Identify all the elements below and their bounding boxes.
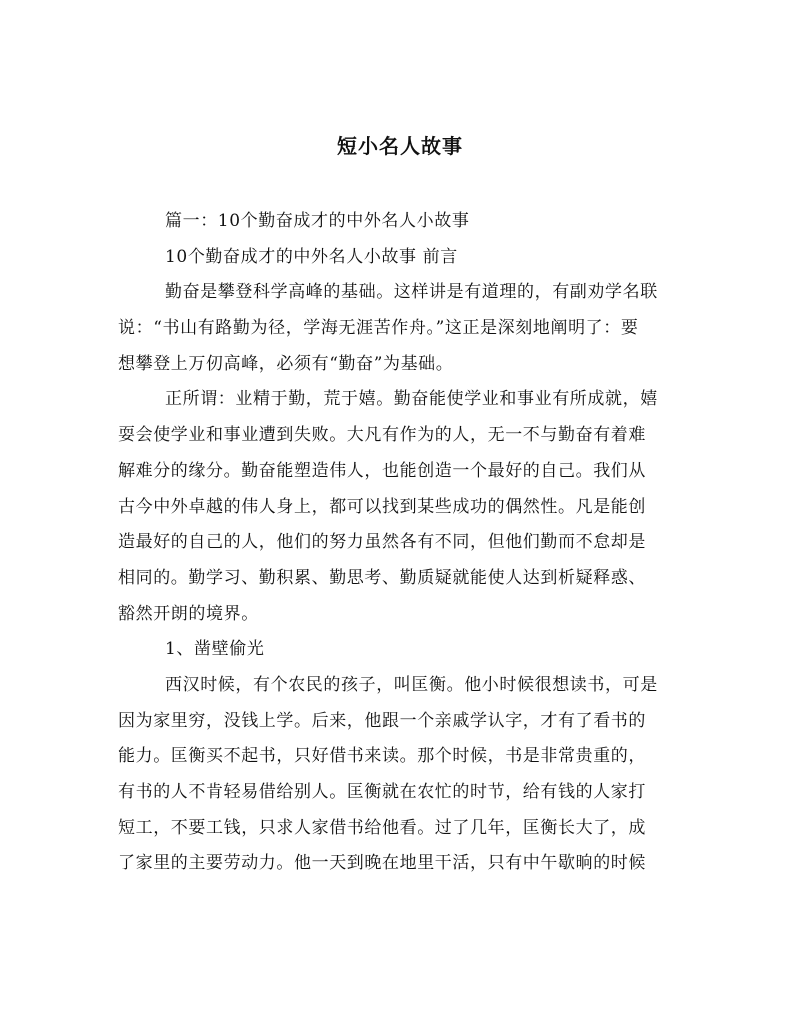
text-line: 勤奋是攀登科学高峰的基础。这样讲是有道理的，有副劝学名联 xyxy=(165,282,658,303)
text-line: 了家里的主要劳动力。他一天到晚在地里干活，只有中午歇晌的时候 xyxy=(118,853,646,874)
text-line: 耍会使学业和事业遭到失败。大凡有作为的人，无一不与勤奋有着难 xyxy=(118,425,646,446)
text-line: 短工，不要工钱，只求人家借书给他看。过了几年，匡衡长大了，成 xyxy=(118,817,646,838)
text-line: 因为家里穷，没钱上学。后来，他跟一个亲戚学认字，才有了看书的 xyxy=(118,710,646,731)
section-heading: 1、凿壁偷光 xyxy=(165,639,265,660)
text-line: 10个勤奋成才的中外名人小故事 前言 xyxy=(165,246,458,267)
page-title: 短小名人故事 xyxy=(337,134,463,158)
document-body xyxy=(118,204,678,882)
text-line: 相同的。勤学习、勤积累、勤思考、勤质疑就能使人达到析疑释惑、 xyxy=(118,567,646,588)
text-line: 古今中外卓越的伟人身上，都可以找到某些成功的偶然性。凡是能创 xyxy=(118,496,646,517)
text-line: 豁然开朗的境界。 xyxy=(118,603,259,624)
text-line: 西汉时候，有个农民的孩子，叫匡衡。他小时候很想读书，可是 xyxy=(165,674,658,695)
text-line: 能力。匡衡买不起书，只好借书来读。那个时候，书是非常贵重的， xyxy=(118,746,646,767)
text-line: 想攀登上万仞高峰，必须有“勤奋”为基础。 xyxy=(118,353,454,374)
text-line: 造最好的自己的人，他们的努力虽然各有不同，但他们勤而不怠却是 xyxy=(118,532,646,553)
text-line: 有书的人不肯轻易借给别人。匡衡就在农忙的时节，给有钱的人家打 xyxy=(118,782,646,802)
text-line: 篇一：10个勤奋成才的中外名人小故事 xyxy=(165,211,470,231)
text-line: 正所谓：业精于勤，荒于嬉。勤奋能使学业和事业有所成就，嬉 xyxy=(165,389,658,410)
text-line: 说：“书山有路勤为径，学海无涯苦作舟。”这正是深刻地阐明了：要 xyxy=(118,318,639,339)
text-line: 解难分的缘分。勤奋能塑造伟人，也能创造一个最好的自己。我们从 xyxy=(118,460,646,481)
